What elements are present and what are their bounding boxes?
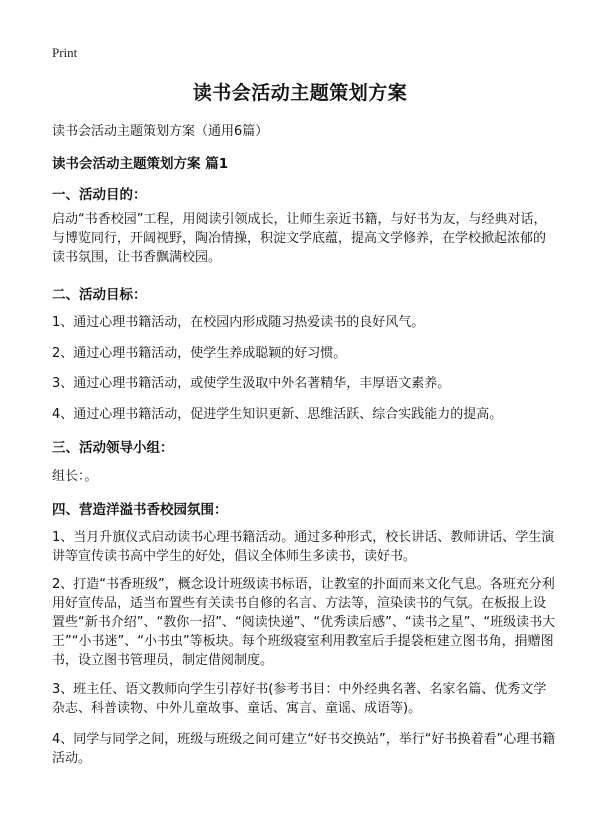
section-heading-target: 二、活动目标： (52, 287, 147, 303)
atmosphere-item: 1、当月升旗仪式启动读书心理书籍活动。通过多种形式，校长讲话、教师讲话、学生演讲等宣传读书高中学生的好处，倡议全体师生多读书，读好书。 (52, 530, 555, 564)
atmosphere-item: 3、班主任、语文教师向学生引荐好书(参考书目：中外经典名著、名家名篇、优秀文学杂志、科普读物、中外儿童故事、童话、寓言、童谣、成语等)。 (52, 682, 547, 716)
target-item: 4、通过心理书籍活动，促进学生知识更新、思维活跃、综合实践能力的提高。 (52, 407, 503, 422)
goal-paragraph: 启动“书香校园”工程，用阅读引领成长，让师生亲近书籍，与好书为友，与经典对话，与博览同行，开阔视野，陶冶情操，积淀文学底蕴，提高文学修养，在学校掀起浓郁的读书氛围，让书香飘满校园。 (52, 212, 547, 265)
section-heading-goal: 一、活动目的： (52, 187, 147, 203)
atmosphere-item: 4、同学与同学之间，班级与班级之间可建立“好书交换站”，举行“好书换着看”心理书籍活动。 (52, 732, 556, 766)
target-item: 1、通过心理书籍活动，在校园内形成随习热爱读书的良好风气。 (52, 315, 425, 330)
target-item: 2、通过心理书籍活动，使学生养成聪颖的好习惯。 (52, 346, 347, 361)
section-heading-leader: 三、活动领导小组： (52, 440, 174, 456)
section-heading-atmosphere: 四、营造洋溢书香校园氛围： (52, 502, 228, 518)
print-link[interactable]: Print (52, 45, 78, 60)
target-item: 3、通过心理书籍活动，或使学生汲取中外名著精华，丰厚语文素养。 (52, 376, 451, 391)
page-title: 读书会活动主题策划方案 (192, 82, 408, 104)
atmosphere-item: 2、打造“书香班级”，概念设计班级读书标语，让教室的扑面而来文化气息。各班充分利用好宣传品，适当布置些有关读书自修的名言、方法等，渲染读书的气氛。在板报上设置些“新书介绍”、“教你一招”、“阅读快递”、“优秀读后感”、“读书之星”、“班级读书大王”“小书迷”、“小书虫”等板块。每个班级寝室利用教室后手提袋柜建立图书角，捐赠图书，设立图书管理员，制定借阅制度。 (52, 577, 556, 668)
leader-paragraph: 组长：。 (52, 469, 98, 484)
document-subtitle: 读书会活动主题策划方案（通用6篇） (52, 124, 269, 139)
article-heading: 读书会活动主题策划方案 篇1 (52, 156, 229, 172)
